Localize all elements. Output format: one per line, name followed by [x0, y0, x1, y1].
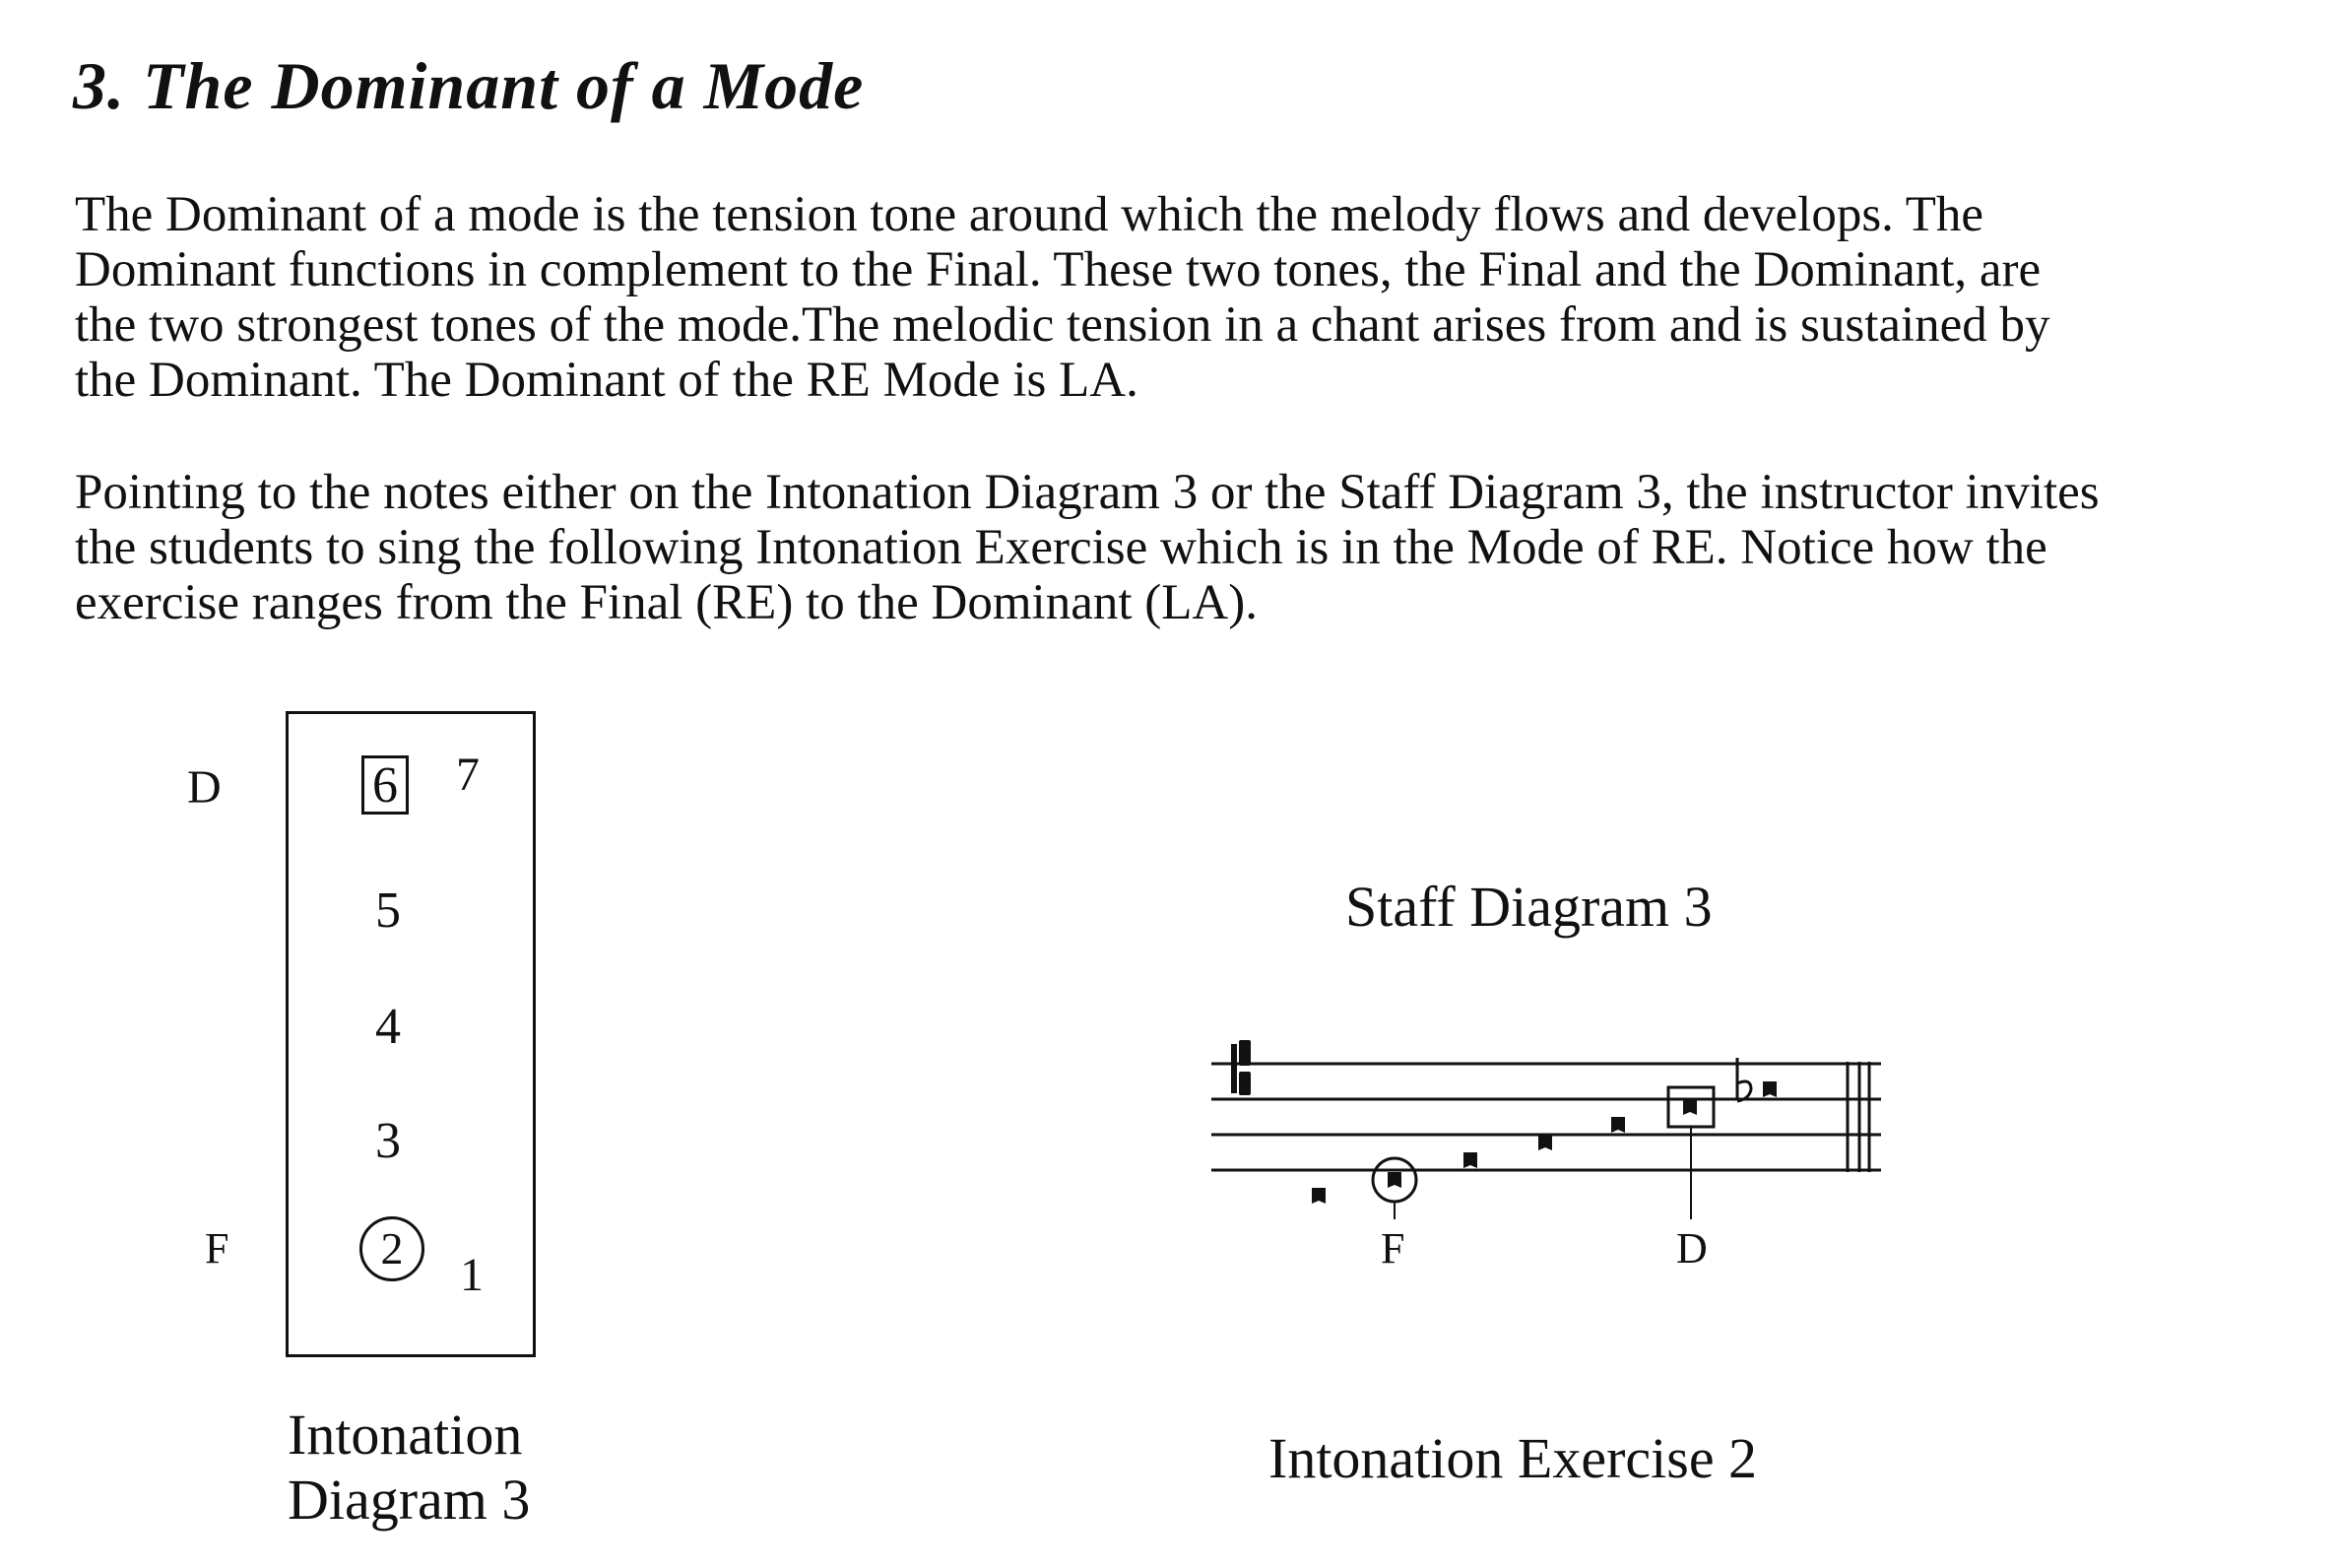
punctum-note — [1463, 1152, 1477, 1168]
punctum-note — [1388, 1172, 1401, 1188]
degree-7: 7 — [456, 749, 480, 801]
punctum-note — [1538, 1135, 1552, 1150]
staff-diagram-title: Staff Diagram 3 — [1345, 875, 1713, 939]
staff-dominant-label: D — [1676, 1224, 1708, 1273]
final-side-label: F — [205, 1224, 229, 1273]
paragraph-exercise-instructions — [75, 465, 2301, 630]
punctum-note — [1763, 1081, 1777, 1097]
intonation-exercise-caption: Intonation Exercise 2 — [1268, 1426, 1758, 1490]
paragraph-line: Dominant functions in complement to the Final. These two tones, the Final and the Dominant, are — [75, 242, 2042, 297]
paragraph-line: exercise ranges from the Final (RE) to the Dominant (LA). — [75, 575, 1258, 630]
degree-final-circled: 2 — [359, 1216, 424, 1281]
punctum-note — [1683, 1099, 1697, 1115]
punctum-note — [1312, 1188, 1326, 1204]
paragraph-line: Pointing to the notes either on the Intonation Diagram 3 or the Staff Diagram 3, the instructor invites — [75, 465, 2100, 520]
paragraph-dominant-definition — [75, 187, 2301, 408]
punctum-note — [1611, 1117, 1625, 1133]
paragraph-line: The Dominant of a mode is the tension tone around which the melody flows and develops. The — [75, 187, 1984, 242]
paragraph-line: the students to sing the following Intonation Exercise which is in the Mode of RE. Notice how the — [75, 520, 2047, 575]
chant-staff-figure — [1201, 1005, 1901, 1280]
staff-lines — [1211, 1064, 1881, 1170]
caption-line: Intonation — [288, 1403, 523, 1467]
degree-1: 1 — [460, 1249, 484, 1301]
paragraph-line: the two strongest tones of the mode.The melodic tension in a chant arises from and is sustained by — [75, 297, 2050, 353]
section-heading: 3. The Dominant of a Mode — [73, 48, 865, 123]
degree-3: 3 — [375, 1113, 401, 1169]
staff-final-label: F — [1381, 1224, 1405, 1273]
caption-line: Diagram 3 — [288, 1468, 531, 1532]
degree-dominant-boxed: 6 — [361, 755, 409, 815]
paragraph-line: the Dominant. The Dominant of the RE Mode is LA. — [75, 353, 1138, 408]
intonation-scale-box — [286, 711, 536, 1357]
degree-4: 4 — [375, 999, 401, 1055]
dominant-side-label: D — [187, 761, 222, 814]
do-clef-icon — [1231, 1040, 1251, 1095]
double-barline — [1848, 1062, 1869, 1172]
intonation-diagram-caption — [288, 1403, 530, 1533]
degree-5: 5 — [375, 882, 401, 939]
